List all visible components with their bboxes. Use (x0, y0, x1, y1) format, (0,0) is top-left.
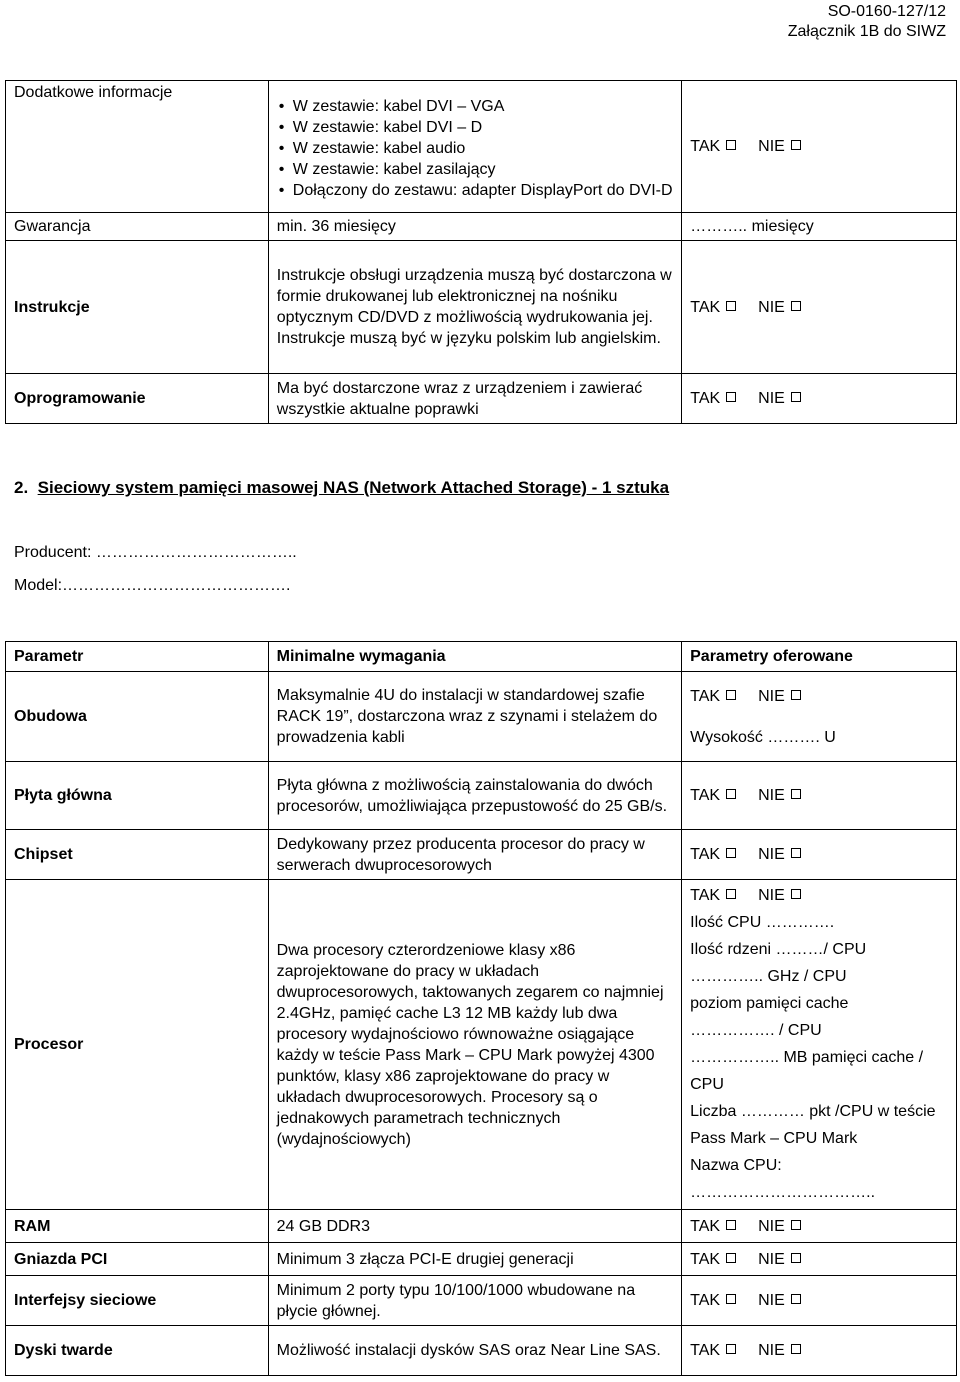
checkbox-tak[interactable] (726, 1294, 736, 1304)
checkbox-nie[interactable] (791, 848, 801, 858)
checkbox-tak[interactable] (726, 140, 736, 150)
attachment-label: Załącznik 1B do SIWZ (787, 23, 946, 40)
row-label-interfejsy: Interfejsy sieciowe (6, 1276, 269, 1326)
tak-nie: TAK NIE (682, 81, 957, 213)
tak-nie: TAK NIE (682, 1243, 957, 1276)
table-row (6, 1210, 957, 1243)
cache-level-field: ……………. / CPU (690, 1022, 822, 1039)
column-header: Minimalne wymagania (268, 642, 681, 672)
tak-nie: TAK NIE (682, 241, 957, 374)
section-title: Sieciowy system pamięci masowej NAS (Network Attached Storage) - 1 sztuka (37, 478, 670, 497)
row-label-procesor: Procesor (6, 880, 269, 1210)
row-req-oprogramowanie: Ma być dostarczone wraz z urządzeniem i zawierać wszystkie aktualne poprawki (268, 374, 681, 424)
tak-nie: TAK NIE (682, 762, 957, 830)
table-row (6, 374, 957, 424)
accessories-list (277, 96, 673, 201)
row-label-chipset: Chipset (6, 830, 269, 880)
row-req-procesor: Dwa procesory czterordzeniowe klasy x86 zaprojektowane do pracy w układach dwuprocesorowych, taktowanych zegarem co najmniej 2.4GHz, pamięć cache L3 12 MB każdy lub dwa procesory wydajnościowo równoważne osiągające każdy w teście Pass Mark – CPU Mark powyżej 4300 punktów, klasy x86 zaprojektowane do pracy w układach dwuprocesorowych. Procesory są o jednakowych parametrach technicznych (wydajnościowych) (268, 880, 681, 1210)
checkbox-tak[interactable] (726, 392, 736, 402)
tak-nie: TAK NIE (682, 374, 957, 424)
column-header: Parametr (6, 642, 269, 672)
cpu-name-field: …………………………….. (690, 1184, 876, 1201)
row-req-plyta: Płyta główna z możliwością zainstalowania do dwóch procesorów, umożliwiająca przepustowość do 25 GB/s. (268, 762, 681, 830)
checkbox-nie[interactable] (791, 1253, 801, 1263)
row-label-oprogramowanie: Oprogramowanie (6, 374, 269, 424)
row-label-gwarancja: Gwarancja (6, 213, 269, 241)
checkbox-tak[interactable] (726, 789, 736, 799)
row-label-plyta: Płyta główna (6, 762, 269, 830)
list-item: • W zestawie: kabel DVI – VGA (277, 96, 673, 117)
checkbox-tak[interactable] (726, 690, 736, 700)
checkbox-tak[interactable] (726, 1344, 736, 1354)
checkbox-nie[interactable] (791, 392, 801, 402)
cores-field: Ilość rdzeni ………/ CPU (690, 941, 867, 958)
tak-nie: TAK NIE (690, 686, 948, 707)
list-item: • W zestawie: kabel audio (277, 138, 673, 159)
checkbox-tak[interactable] (726, 848, 736, 858)
row-req-dodatkowe (268, 81, 681, 213)
row-req-dyski: Możliwość instalacji dysków SAS oraz Near Line SAS. (268, 1326, 681, 1376)
producent-field: Producent: ……………………………….. (14, 544, 297, 561)
cache-mb-field: …………….. MB pamięci cache / CPU (690, 1049, 924, 1093)
tak-nie: TAK NIE (682, 1326, 957, 1376)
list-item: • Dołączony do zestawu: adapter DisplayPort do DVI-D (277, 180, 673, 201)
row-req-interfejsy: Minimum 2 porty typu 10/100/1000 wbudowane na płycie głównej. (268, 1276, 681, 1326)
checkbox-nie[interactable] (791, 140, 801, 150)
row-label-ram: RAM (6, 1210, 269, 1243)
column-header: Parametry oferowane (682, 642, 957, 672)
cache-level-label: poziom pamięci cache (690, 995, 849, 1012)
table-row (6, 1276, 957, 1326)
height-offer: Wysokość ………. U (690, 728, 836, 746)
cpu-count-field: Ilość CPU …………. (690, 914, 835, 931)
table-row (6, 1326, 957, 1376)
row-req-chipset: Dedykowany przez producenta procesor do pracy w serwerach dwuprocesorowych (268, 830, 681, 880)
passmark-field: Liczba ………… pkt /CPU w teście Pass Mark – CPU Mark (690, 1103, 936, 1147)
document-number: SO-0160-127/12 (827, 3, 946, 20)
checkbox-tak[interactable] (726, 889, 736, 899)
table-row (6, 672, 957, 762)
row-req-pci: Minimum 3 złącza PCI-E drugiej generacji (268, 1243, 681, 1276)
checkbox-nie[interactable] (791, 1294, 801, 1304)
row-label-dyski: Dyski twarde (6, 1326, 269, 1376)
table-row (6, 213, 957, 241)
tak-nie: TAK NIE (682, 1210, 957, 1243)
table-row (6, 762, 957, 830)
offer-obudowa (682, 672, 957, 762)
table-row (6, 81, 957, 213)
ghz-field: ………….. GHz / CPU (690, 968, 847, 985)
requirements-table-2 (5, 641, 957, 1376)
table-row (6, 880, 957, 1210)
table-row (6, 1243, 957, 1276)
checkbox-nie[interactable] (791, 301, 801, 311)
checkbox-nie[interactable] (791, 1344, 801, 1354)
table-row (6, 241, 957, 374)
cpu-name-label: Nazwa CPU: (690, 1157, 782, 1174)
requirements-table-1 (5, 80, 957, 424)
section-heading (14, 478, 669, 498)
document-header (788, 2, 946, 42)
row-label-pci: Gniazda PCI (6, 1243, 269, 1276)
tak-nie: TAK NIE (682, 830, 957, 880)
tak-nie: TAK NIE (690, 882, 948, 909)
row-label-obudowa: Obudowa (6, 672, 269, 762)
table-header-row (6, 642, 957, 672)
table-row (6, 830, 957, 880)
checkbox-tak[interactable] (726, 1253, 736, 1263)
tak-nie: TAK NIE (682, 1276, 957, 1326)
offer-procesor (682, 880, 957, 1210)
warranty-offer: ……….. miesięcy (682, 213, 957, 241)
checkbox-nie[interactable] (791, 690, 801, 700)
checkbox-tak[interactable] (726, 1220, 736, 1230)
list-item: • W zestawie: kabel zasilający (277, 159, 673, 180)
checkbox-nie[interactable] (791, 789, 801, 799)
checkbox-nie[interactable] (791, 1220, 801, 1230)
section-number: 2. (14, 478, 29, 497)
checkbox-nie[interactable] (791, 889, 801, 899)
row-label-instrukcje: Instrukcje (6, 241, 269, 374)
model-field: Model:……………………………………. (14, 577, 291, 594)
checkbox-tak[interactable] (726, 301, 736, 311)
row-req-obudowa: Maksymalnie 4U do instalacji w standardowej szafie RACK 19”, dostarczona wraz z szynami i stelażem do prowadzenia kabli (268, 672, 681, 762)
row-label-dodatkowe: Dodatkowe informacje (6, 81, 269, 213)
list-item: • W zestawie: kabel DVI – D (277, 117, 673, 138)
row-req-ram: 24 GB DDR3 (268, 1210, 681, 1243)
row-req-gwarancja: min. 36 miesięcy (268, 213, 681, 241)
row-req-instrukcje: Instrukcje obsługi urządzenia muszą być dostarczona w formie drukowanej lub elektronicznej na nośniku optycznym CD/DVD z możliwością wydrukowania jej. Instrukcje muszą być w języku polskim lub angielskim. (268, 241, 681, 374)
